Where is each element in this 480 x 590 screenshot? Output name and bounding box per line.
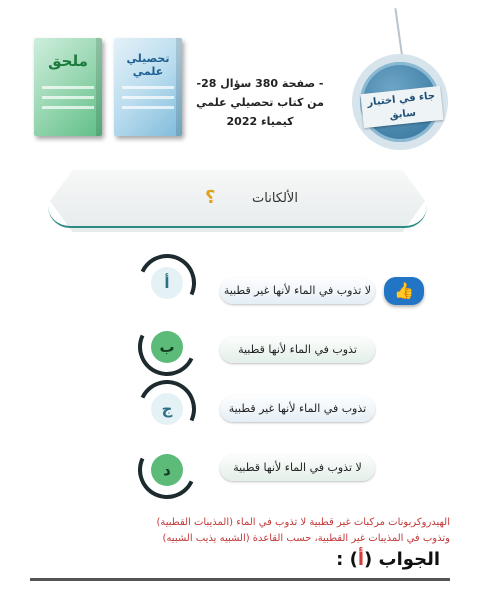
explanation [90, 515, 450, 547]
answer-label: الجواب [378, 549, 440, 570]
book-stripe [42, 86, 94, 89]
question-text: الألكانات [252, 191, 298, 206]
thumbs-up-icon: 👍 [384, 277, 424, 305]
answer [336, 549, 440, 570]
explanation-line-1: الهيدروكربونات مركبات غير قطبية لا تذوب في الماء (المذيبات القطبية) [156, 517, 450, 528]
option-a-text[interactable]: لا تذوب في الماء لأنها غير قطبية [220, 278, 375, 304]
book-stripe [42, 106, 94, 109]
option-b-letter[interactable]: ب [151, 331, 183, 363]
answer-underline [30, 578, 450, 581]
answer-letter: أ [357, 549, 365, 570]
option-c-letter[interactable]: ج [151, 393, 183, 425]
book-title: ملحق [48, 52, 88, 70]
book-cover-supplement [34, 38, 102, 136]
option-d-text[interactable]: لا تذوب في الماء لأنها قطبية [220, 455, 375, 481]
book-stripe [122, 106, 174, 109]
book-stripe [122, 96, 174, 99]
option-b-text[interactable]: تذوب في الماء لأنها قطبية [220, 337, 375, 363]
question-mark-icon: ؟ [205, 187, 216, 208]
source-page: - صفحة 380 سؤال 28- [196, 77, 324, 90]
tag-line-1: جاء في اختبار [366, 90, 436, 109]
book-title: تحصيلي علمي [126, 52, 170, 78]
book-spine [96, 38, 102, 136]
answer-close-paren: ) [349, 549, 358, 570]
source-book: من كتاب تحصيلي علمي كيمياء 2022 [196, 96, 324, 128]
answer-colon: : [336, 549, 344, 570]
option-c-text[interactable]: تذوب في الماء لأنها غير قطبية [220, 396, 375, 422]
book-stripe [122, 86, 174, 89]
tag-string [394, 8, 403, 60]
question-banner-underline [48, 206, 427, 228]
option-d-letter[interactable]: د [151, 454, 183, 486]
tag-line-2: سابق [389, 107, 417, 122]
book-stripe [42, 96, 94, 99]
book-cover-tahsili [114, 38, 182, 136]
explanation-line-2: وتذوب في المذيبات غير القطبية، حسب القاعدة (الشبيه يذيب الشبيه) [162, 533, 450, 544]
book-spine [176, 38, 182, 136]
option-a-letter[interactable]: أ [151, 267, 183, 299]
answer-open-paren: ( [364, 549, 373, 570]
